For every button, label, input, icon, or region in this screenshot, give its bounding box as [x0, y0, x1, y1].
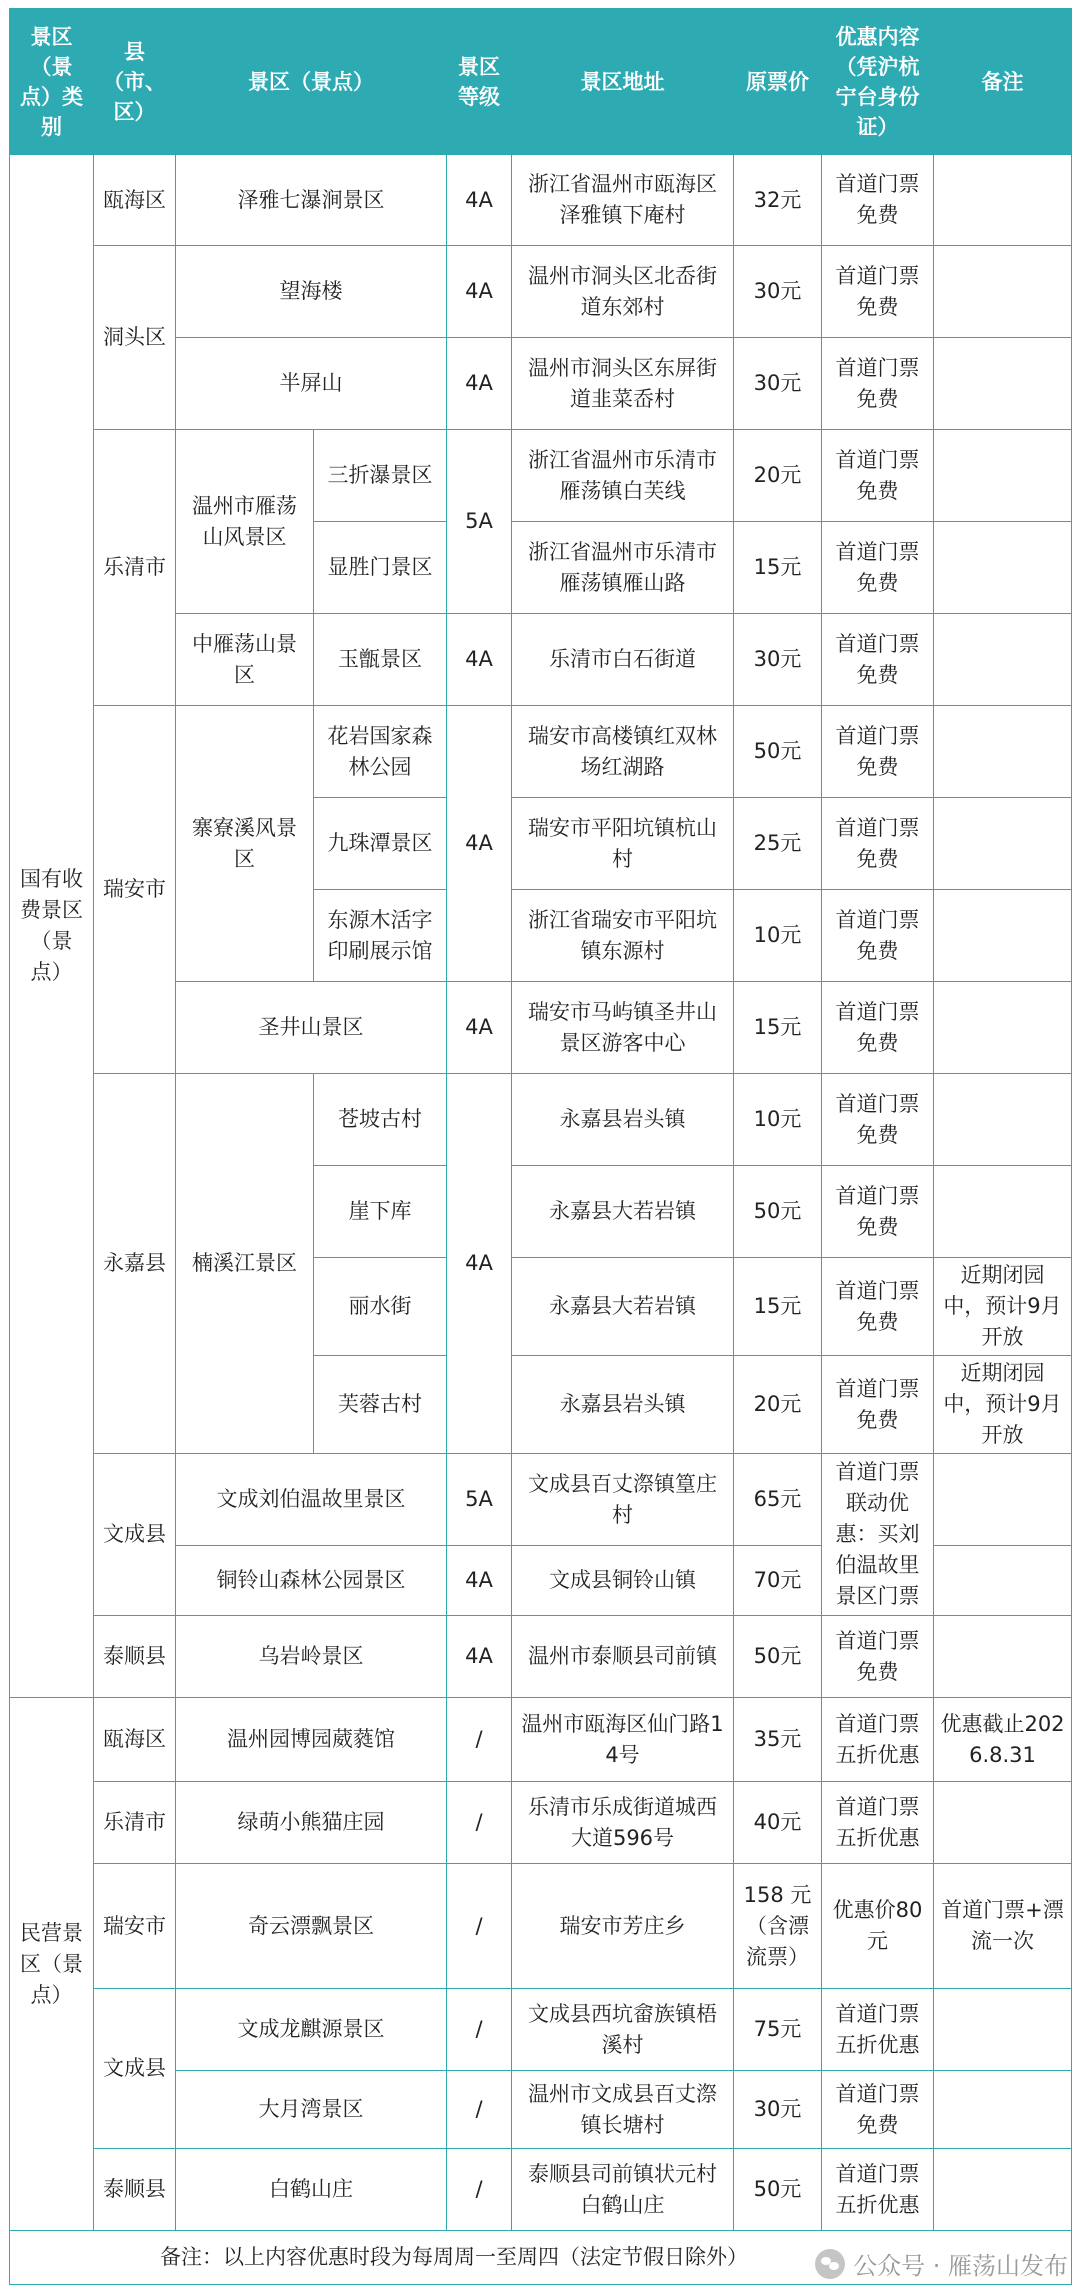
- scenic-cell: 三折瀑景区: [314, 430, 447, 522]
- level-cell: 4A: [447, 982, 512, 1074]
- county-cell: 瑞安市: [94, 1864, 176, 1989]
- remark-cell: [934, 1782, 1072, 1864]
- remark-cell: 近期闭园中，预计9月开放: [934, 1356, 1072, 1454]
- remark-cell: 近期闭园中，预计9月开放: [934, 1258, 1072, 1356]
- remark-cell: [934, 1166, 1072, 1258]
- scenic-group-cell: 温州市雁荡山风景区: [176, 430, 314, 614]
- address-cell: 乐清市乐成街道城西大道596号: [512, 1782, 734, 1864]
- discount-cell: 首道门票免费: [822, 1074, 934, 1166]
- price-cell: 10元: [734, 890, 822, 982]
- table-row: [10, 1074, 1072, 1166]
- address-cell: 永嘉县大若岩镇: [512, 1258, 734, 1356]
- price-cell: 158 元（含漂流票）: [734, 1864, 822, 1989]
- county-cell: 瓯海区: [94, 1698, 176, 1782]
- discount-cell: 首道门票免费: [822, 1616, 934, 1698]
- remark-cell: [934, 1074, 1072, 1166]
- scenic-cell: 大月湾景区: [176, 2071, 447, 2149]
- category-cell: 民营景区（景点）: [10, 1698, 94, 2231]
- discount-cell: 首道门票免费: [822, 706, 934, 798]
- table-row: [10, 1698, 1072, 1782]
- discount-cell: 首道门票免费: [822, 155, 934, 246]
- price-cell: 30元: [734, 614, 822, 706]
- price-cell: 35元: [734, 1698, 822, 1782]
- discount-cell: 首道门票免费: [822, 2071, 934, 2149]
- address-cell: 温州市文成县百丈漈镇长塘村: [512, 2071, 734, 2149]
- price-cell: 30元: [734, 2071, 822, 2149]
- scenic-cell: 丽水街: [314, 1258, 447, 1356]
- remark-cell: [934, 1616, 1072, 1698]
- table-row: [10, 1616, 1072, 1698]
- level-cell: 4A: [447, 1074, 512, 1454]
- scenic-cell: 望海楼: [176, 246, 447, 338]
- price-cell: 15元: [734, 1258, 822, 1356]
- scenic-cell: 圣井山景区: [176, 982, 447, 1074]
- remark-cell: [934, 798, 1072, 890]
- address-cell: 永嘉县岩头镇: [512, 1356, 734, 1454]
- header-category: 景区（景点）类别: [10, 9, 94, 155]
- header-row: [10, 9, 1072, 155]
- county-cell: 永嘉县: [94, 1074, 176, 1454]
- discount-cell: 优惠价80元: [822, 1864, 934, 1989]
- level-cell: 4A: [447, 614, 512, 706]
- remark-cell: [934, 890, 1072, 982]
- remark-cell: 首道门票+漂流一次: [934, 1864, 1072, 1989]
- county-cell: 文成县: [94, 1989, 176, 2149]
- header-scenic: 景区（景点）: [176, 9, 447, 155]
- scenic-cell: 白鹤山庄: [176, 2149, 447, 2231]
- county-cell: 泰顺县: [94, 1616, 176, 1698]
- remark-cell: [934, 155, 1072, 246]
- discount-cell: 首道门票免费: [822, 982, 934, 1074]
- scenic-cell: 东源木活字印刷展示馆: [314, 890, 447, 982]
- level-cell: /: [447, 1782, 512, 1864]
- address-cell: 永嘉县岩头镇: [512, 1074, 734, 1166]
- county-cell: 瓯海区: [94, 155, 176, 246]
- level-cell: 4A: [447, 338, 512, 430]
- header-remark: 备注: [934, 9, 1072, 155]
- address-cell: 浙江省温州市乐清市雁荡镇白芙线: [512, 430, 734, 522]
- county-cell: 乐清市: [94, 430, 176, 706]
- price-cell: 20元: [734, 1356, 822, 1454]
- level-cell: 4A: [447, 1546, 512, 1616]
- table-row: [10, 1454, 1072, 1546]
- scenic-group-cell: 寨寮溪风景区: [176, 706, 314, 982]
- header-address: 景区地址: [512, 9, 734, 155]
- scenic-cell: 温州园博园葳蕤馆: [176, 1698, 447, 1782]
- address-cell: 文成县百丈漈镇篁庄村: [512, 1454, 734, 1546]
- scenic-cell: 泽雅七瀑涧景区: [176, 155, 447, 246]
- remark-cell: [934, 2071, 1072, 2149]
- scenic-cell: 半屏山: [176, 338, 447, 430]
- header-discount: 优惠内容（凭沪杭宁台身份证）: [822, 9, 934, 155]
- discount-cell: 首道门票免费: [822, 1166, 934, 1258]
- table-row: [10, 706, 1072, 798]
- county-cell: 文成县: [94, 1454, 176, 1616]
- table-row: [10, 1864, 1072, 1989]
- address-cell: 浙江省温州市瓯海区泽雅镇下庵村: [512, 155, 734, 246]
- scenic-cell: 绿萌小熊猫庄园: [176, 1782, 447, 1864]
- address-cell: 浙江省瑞安市平阳坑镇东源村: [512, 890, 734, 982]
- address-cell: 泰顺县司前镇状元村白鹤山庄: [512, 2149, 734, 2231]
- price-cell: 32元: [734, 155, 822, 246]
- table-row: [10, 430, 1072, 522]
- address-cell: 温州市洞头区东屏街道韭菜岙村: [512, 338, 734, 430]
- header-price: 原票价: [734, 9, 822, 155]
- price-cell: 50元: [734, 1166, 822, 1258]
- remark-cell: [934, 1546, 1072, 1616]
- table-row: [10, 155, 1072, 246]
- discount-cell: 首道门票免费: [822, 1258, 934, 1356]
- level-cell: 5A: [447, 1454, 512, 1546]
- county-cell: 乐清市: [94, 1782, 176, 1864]
- level-cell: /: [447, 2071, 512, 2149]
- scenic-cell: 铜铃山森林公园景区: [176, 1546, 447, 1616]
- discount-cell: 首道门票免费: [822, 890, 934, 982]
- scenic-group-cell: 中雁荡山景区: [176, 614, 314, 706]
- level-cell: /: [447, 1864, 512, 1989]
- scenic-cell: 玉甑景区: [314, 614, 447, 706]
- discount-cell: 首道门票五折优惠: [822, 1698, 934, 1782]
- discount-table: [9, 8, 1072, 2285]
- address-cell: 文成县西坑畲族镇梧溪村: [512, 1989, 734, 2071]
- address-cell: 温州市洞头区北岙街道东郊村: [512, 246, 734, 338]
- discount-cell: 首道门票免费: [822, 614, 934, 706]
- level-cell: 4A: [447, 1616, 512, 1698]
- discount-cell: 首道门票免费: [822, 522, 934, 614]
- level-cell: 5A: [447, 430, 512, 614]
- address-cell: 文成县铜铃山镇: [512, 1546, 734, 1616]
- discount-cell: 首道门票五折优惠: [822, 2149, 934, 2231]
- county-cell: 瑞安市: [94, 706, 176, 1074]
- scenic-cell: 芙蓉古村: [314, 1356, 447, 1454]
- scenic-cell: 奇云漂飘景区: [176, 1864, 447, 1989]
- scenic-cell: 崖下库: [314, 1166, 447, 1258]
- price-cell: 40元: [734, 1782, 822, 1864]
- category-cell: 国有收费景区（景点）: [10, 155, 94, 1698]
- watermark-text: 公众号 · 雁荡山发布: [853, 2252, 1068, 2280]
- address-cell: 瑞安市高楼镇红双林场红湖路: [512, 706, 734, 798]
- scenic-cell: 乌岩岭景区: [176, 1616, 447, 1698]
- price-cell: 15元: [734, 982, 822, 1074]
- level-cell: /: [447, 2149, 512, 2231]
- scenic-cell: 文成刘伯温故里景区: [176, 1454, 447, 1546]
- scenic-group-cell: 楠溪江景区: [176, 1074, 314, 1454]
- address-cell: 永嘉县大若岩镇: [512, 1166, 734, 1258]
- address-cell: 乐清市白石街道: [512, 614, 734, 706]
- discount-cell: 首道门票免费: [822, 798, 934, 890]
- address-cell: 瑞安市平阳坑镇杭山村: [512, 798, 734, 890]
- header-level: 景区等级: [447, 9, 512, 155]
- table-row: [10, 2149, 1072, 2231]
- level-cell: 4A: [447, 706, 512, 982]
- level-cell: /: [447, 1698, 512, 1782]
- price-cell: 50元: [734, 1616, 822, 1698]
- price-cell: 50元: [734, 706, 822, 798]
- remark-cell: [934, 522, 1072, 614]
- table-row: [10, 246, 1072, 338]
- remark-cell: [934, 982, 1072, 1074]
- address-cell: 瑞安市芳庄乡: [512, 1864, 734, 1989]
- price-cell: 20元: [734, 430, 822, 522]
- discount-cell: 首道门票五折优惠: [822, 1782, 934, 1864]
- remark-cell: [934, 1989, 1072, 2071]
- wechat-icon: [815, 2249, 845, 2279]
- discount-cell: 首道门票免费: [822, 338, 934, 430]
- level-cell: /: [447, 1989, 512, 2071]
- scenic-cell: 苍坡古村: [314, 1074, 447, 1166]
- scenic-cell: 九珠潭景区: [314, 798, 447, 890]
- discount-cell: 首道门票联动优惠：买刘伯温故里景区门票: [822, 1454, 934, 1616]
- remark-cell: [934, 246, 1072, 338]
- address-cell: 瑞安市马屿镇圣井山景区游客中心: [512, 982, 734, 1074]
- remark-cell: [934, 2149, 1072, 2231]
- price-cell: 15元: [734, 522, 822, 614]
- discount-cell: 首道门票五折优惠: [822, 1989, 934, 2071]
- county-cell: 泰顺县: [94, 2149, 176, 2231]
- header-county: 县（市、区）: [94, 9, 176, 155]
- address-cell: 温州市泰顺县司前镇: [512, 1616, 734, 1698]
- level-cell: 4A: [447, 246, 512, 338]
- footnote: 备注：以上内容优惠时段为每周周一至周四（法定节假日除外）: [10, 2231, 1072, 2285]
- discount-cell: 首道门票免费: [822, 1356, 934, 1454]
- watermark: [815, 2246, 1068, 2281]
- price-cell: 30元: [734, 246, 822, 338]
- price-cell: 10元: [734, 1074, 822, 1166]
- level-cell: 4A: [447, 155, 512, 246]
- remark-cell: [934, 1454, 1072, 1546]
- price-cell: 50元: [734, 2149, 822, 2231]
- price-cell: 25元: [734, 798, 822, 890]
- table-row: [10, 1989, 1072, 2071]
- scenic-cell: 显胜门景区: [314, 522, 447, 614]
- remark-cell: [934, 430, 1072, 522]
- address-cell: 温州市瓯海区仙门路14号: [512, 1698, 734, 1782]
- price-cell: 30元: [734, 338, 822, 430]
- price-cell: 75元: [734, 1989, 822, 2071]
- price-cell: 70元: [734, 1546, 822, 1616]
- remark-cell: [934, 706, 1072, 798]
- scenic-cell: 花岩国家森林公园: [314, 706, 447, 798]
- discount-cell: 首道门票免费: [822, 430, 934, 522]
- scenic-cell: 文成龙麒源景区: [176, 1989, 447, 2071]
- table-row: [10, 1782, 1072, 1864]
- price-cell: 65元: [734, 1454, 822, 1546]
- discount-cell: 首道门票免费: [822, 246, 934, 338]
- county-cell: 洞头区: [94, 246, 176, 430]
- remark-cell: 优惠截止2026.8.31: [934, 1698, 1072, 1782]
- remark-cell: [934, 338, 1072, 430]
- address-cell: 浙江省温州市乐清市雁荡镇雁山路: [512, 522, 734, 614]
- remark-cell: [934, 614, 1072, 706]
